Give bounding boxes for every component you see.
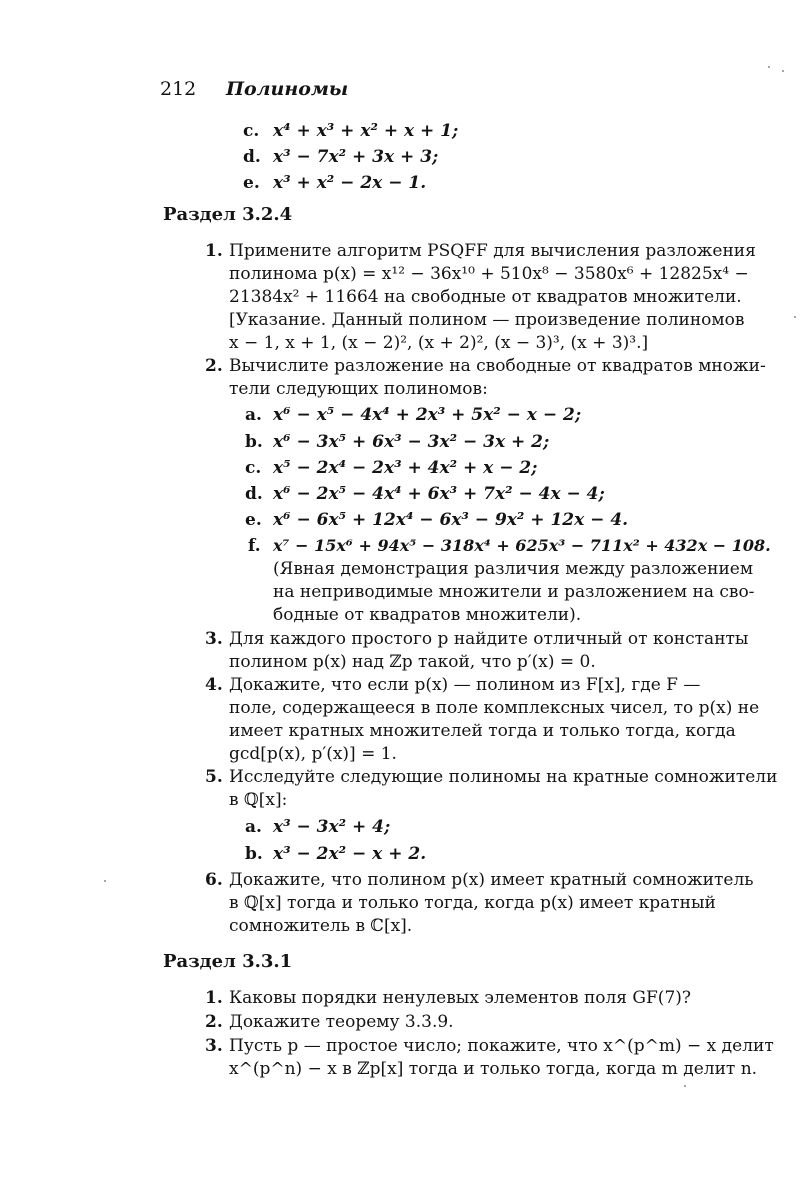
item-label: b. xyxy=(245,844,263,864)
exercise-number: 3. xyxy=(205,629,223,649)
item-label: c. xyxy=(245,458,262,478)
exercise-line: [Указание. Данный полином — произведение полиномов xyxy=(229,310,745,330)
section-title: Раздел 3.3.1 xyxy=(163,951,293,972)
exercise-number: 1. xyxy=(205,241,223,261)
exercise-line: полинома p(x) = x¹² − 36x¹⁰ + 510x⁸ − 3580x⁶ + 12825x⁴ − xyxy=(229,264,749,284)
scan-speck xyxy=(104,880,106,882)
scan-speck xyxy=(768,66,770,68)
section-title: Раздел 3.2.4 xyxy=(163,204,293,225)
item-text: x⁶ − 6x⁵ + 12x⁴ − 6x³ − 9x² + 12x − 4. xyxy=(273,510,629,530)
exercise-line: в ℚ[x]: xyxy=(229,790,288,810)
item-label: a. xyxy=(245,405,262,425)
item-text: x³ − 3x² + 4; xyxy=(273,817,391,837)
item-label: e. xyxy=(245,510,262,530)
exercise-number: 1. xyxy=(205,988,223,1008)
exercise-line: Примените алгоритм PSQFF для вычисления разложения xyxy=(229,241,756,261)
exercise-line: Вычислите разложение на свободные от квадратов множи- xyxy=(229,356,766,376)
item-text: x³ − 2x² − x + 2. xyxy=(273,844,427,864)
item-text: x⁶ − 2x⁵ − 4x⁴ + 6x³ + 7x² − 4x − 4; xyxy=(273,484,605,504)
item-label: d. xyxy=(245,484,263,504)
exercise-line: x − 1, x + 1, (x − 2)², (x + 2)², (x − 3)³, (x + 3)³.] xyxy=(229,333,649,353)
note-line: (Явная демонстрация различия между разложением xyxy=(273,559,754,579)
exercise-line: Для каждого простого p найдите отличный от константы xyxy=(229,629,749,649)
exercise-line: тели следующих полиномов: xyxy=(229,379,488,399)
item-text: x⁶ − x⁵ − 4x⁴ + 2x³ + 5x² − x − 2; xyxy=(273,405,582,425)
running-header xyxy=(160,78,348,100)
exercise-number: 4. xyxy=(205,675,223,695)
item-text: x⁷ − 15x⁶ + 94x⁵ − 318x⁴ + 625x³ − 711x² + 432x − 108. xyxy=(273,536,771,555)
page-number: 212 xyxy=(160,78,197,100)
exercise-line: в ℚ[x] тогда и только тогда, когда p(x) имеет кратный xyxy=(229,893,716,913)
exercise-line: Докажите, что полином p(x) имеет кратный сомножитель xyxy=(229,870,754,890)
item-label: e. xyxy=(243,173,260,193)
exercise-line: Докажите теорему 3.3.9. xyxy=(229,1012,454,1032)
item-label: f. xyxy=(248,536,261,556)
exercise-line: Каковы порядки ненулевых элементов поля GF(7)? xyxy=(229,988,692,1008)
item-label: c. xyxy=(243,121,260,141)
exercise-line: Пусть p — простое число; покажите, что x^(p^m) − x делит xyxy=(229,1036,774,1056)
item-text: x³ + x² − 2x − 1. xyxy=(273,173,427,193)
exercise-line: Докажите, что если p(x) — полином из F[x], где F — xyxy=(229,675,701,695)
running-title: Полиномы xyxy=(226,78,349,100)
exercise-line: имеет кратных множителей тогда и только тогда, когда xyxy=(229,721,736,741)
item-text: x³ − 7x² + 3x + 3; xyxy=(273,147,439,167)
scan-speck xyxy=(684,1085,686,1087)
item-label: a. xyxy=(245,817,262,837)
exercise-number: 3. xyxy=(205,1036,223,1056)
note-line: на неприводимые множители и разложением на сво- xyxy=(273,582,755,602)
exercise-number: 6. xyxy=(205,870,223,890)
note-line: бодные от квадратов множители). xyxy=(273,605,582,625)
item-text: x⁶ − 3x⁵ + 6x³ − 3x² − 3x + 2; xyxy=(273,432,550,452)
exercise-line: gcd[p(x), p′(x)] = 1. xyxy=(229,744,397,764)
exercise-line: поле, содержащееся в поле комплексных чисел, то p(x) не xyxy=(229,698,760,718)
exercise-line: полином p(x) над ℤp такой, что p′(x) = 0. xyxy=(229,652,596,672)
scan-speck xyxy=(782,70,784,72)
exercise-line: 21384x² + 11664 на свободные от квадратов множители. xyxy=(229,287,742,307)
item-label: b. xyxy=(245,432,263,452)
item-text: x⁴ + x³ + x² + x + 1; xyxy=(273,121,459,141)
exercise-line: сомножитель в ℂ[x]. xyxy=(229,916,413,936)
scan-speck xyxy=(794,316,796,318)
item-label: d. xyxy=(243,147,261,167)
exercise-number: 2. xyxy=(205,356,223,376)
exercise-number: 2. xyxy=(205,1012,223,1032)
item-text: x⁵ − 2x⁴ − 2x³ + 4x² + x − 2; xyxy=(273,458,538,478)
exercise-number: 5. xyxy=(205,767,223,787)
exercise-line: Исследуйте следующие полиномы на кратные сомножители xyxy=(229,767,778,787)
exercise-line: x^(p^n) − x в ℤp[x] тогда и только тогда, когда m делит n. xyxy=(229,1059,758,1079)
